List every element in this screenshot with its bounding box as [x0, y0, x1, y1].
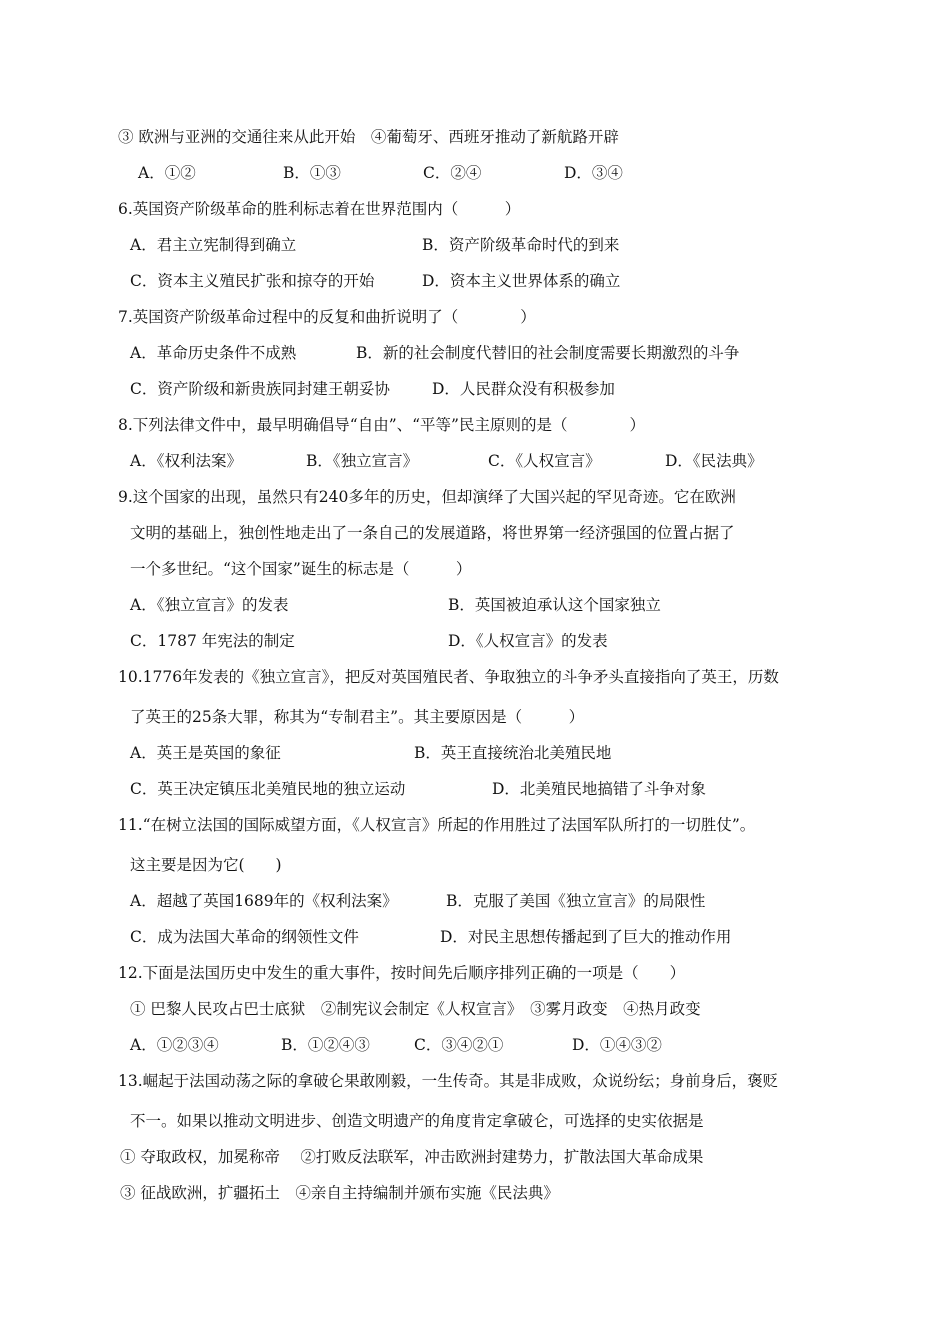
- q11-option-d: D．对民主思想传播起到了巨大的推动作用: [440, 928, 732, 946]
- q6-option-a: A．君主立宪制得到确立: [130, 236, 297, 254]
- q10-stem-line-2: 了英王的25条大罪，称其为“专制君主”。其主要原因是（ ）: [130, 708, 585, 726]
- q10-option-b: B．英王直接统治北美殖民地: [414, 744, 612, 762]
- q7-option-b: B．新的社会制度代替旧的社会制度需要长期激烈的斗争: [356, 344, 740, 362]
- q6-option-b: B．资产阶级革命时代的到来: [422, 236, 620, 254]
- q6-option-d: D．资本主义世界体系的确立: [422, 272, 621, 290]
- q5-option-d: D．③④: [564, 164, 623, 182]
- q9-option-c: C．1787 年宪法的制定: [130, 632, 295, 650]
- q11-stem-line-2: 这主要是因为它( ): [130, 856, 282, 874]
- q8-option-c: C．《人权宣言》: [488, 452, 601, 470]
- q9-stem-line-2: 文明的基础上，独创性地走出了一条自己的发展道路，将世界第一经济强国的位置占据了: [130, 524, 735, 542]
- q11-option-b: B．克服了美国《独立宣言》的局限性: [446, 892, 706, 910]
- q12-stem: 12.下面是法国历史中发生的重大事件，按时间先后顺序排列正确的一项是（ ）: [118, 964, 686, 982]
- q11-option-c: C．成为法国大革命的纲领性文件: [130, 928, 359, 946]
- q10-option-d: D．北美殖民地搞错了斗争对象: [492, 780, 706, 798]
- q7-option-d: D．人民群众没有积极参加: [432, 380, 615, 398]
- q8-option-a: A．《权利法案》: [130, 452, 242, 470]
- q5-option-a: A．①②: [138, 164, 196, 182]
- q6-option-c: C．资本主义殖民扩张和掠夺的开始: [130, 272, 375, 290]
- q5-option-c: C．②④: [423, 164, 482, 182]
- q10-option-c: C．英王决定镇压北美殖民地的独立运动: [130, 780, 406, 798]
- q9-option-d: D．《人权宣言》的发表: [448, 632, 608, 650]
- q10-stem-line-1: 10.1776年发表的《独立宣言》，把反对英国殖民者、争取独立的斗争矛头直接指向了英王，历数: [118, 668, 779, 686]
- q9-stem-line-3: 一个多世纪。“这个国家”诞生的标志是（ ）: [130, 560, 472, 578]
- q13-stem-line-1: 13.崛起于法国动荡之际的拿破仑果敢刚毅，一生传奇。其是非成败，众说纷纭；身前身后，褒贬: [118, 1072, 779, 1090]
- q7-stem: 7.英国资产阶级革命过程中的反复和曲折说明了（ ）: [118, 308, 536, 326]
- q10-option-a: A．英王是英国的象征: [130, 744, 281, 762]
- q12-option-a: A．①②③④: [130, 1036, 219, 1054]
- q12-option-d: D．①④③②: [572, 1036, 662, 1054]
- q13-fact-line-2: ③ 征战欧洲，扩疆拓土 ④亲自主持编制并颁布实施《民法典》: [120, 1184, 559, 1202]
- q6-stem: 6.英国资产阶级革命的胜利标志着在世界范围内（ ）: [118, 200, 521, 218]
- q8-option-b: B．《独立宣言》: [306, 452, 419, 470]
- q5-option-b: B．①③: [283, 164, 341, 182]
- q12-event-list: ① 巴黎人民攻占巴士底狱 ②制宪议会制定《人权宣言》 ③雾月政变 ④热月政变: [130, 1000, 701, 1018]
- q11-stem-line-1: 11.“在树立法国的国际威望方面，《人权宣言》所起的作用胜过了法国军队所打的一切胜仗”。: [118, 816, 756, 834]
- q12-option-c: C．③④②①: [414, 1036, 504, 1054]
- q8-option-d: D．《民法典》: [665, 452, 763, 470]
- q9-option-a: A．《独立宣言》的发表: [130, 596, 289, 614]
- q13-fact-line-1: ① 夺取政权，加冕称帝 ②打败反法联军，冲击欧洲封建势力，扩散法国大革命成果: [120, 1148, 704, 1166]
- q8-stem: 8.下列法律文件中，最早明确倡导“自由”、“平等”民主原则的是（ ）: [118, 416, 645, 434]
- q7-option-c: C．资产阶级和新贵族同封建王朝妥协: [130, 380, 390, 398]
- q12-option-b: B．①②④③: [281, 1036, 370, 1054]
- q5-statement-line: ③ 欧洲与亚洲的交通往来从此开始 ④葡萄牙、西班牙推动了新航路开辟: [118, 128, 619, 146]
- q9-stem-line-1: 9.这个国家的出现，虽然只有240多年的历史，但却演绎了大国兴起的罕见奇迹。它在欧洲: [118, 488, 736, 506]
- q11-option-a: A．超越了英国1689年的《权利法案》: [130, 892, 398, 910]
- q9-option-b: B．英国被迫承认这个国家独立: [448, 596, 661, 614]
- q7-option-a: A．革命历史条件不成熟: [130, 344, 297, 362]
- q13-stem-line-2: 不一。如果以推动文明进步、创造文明遗产的角度肯定拿破仑，可选择的史实依据是: [130, 1112, 704, 1130]
